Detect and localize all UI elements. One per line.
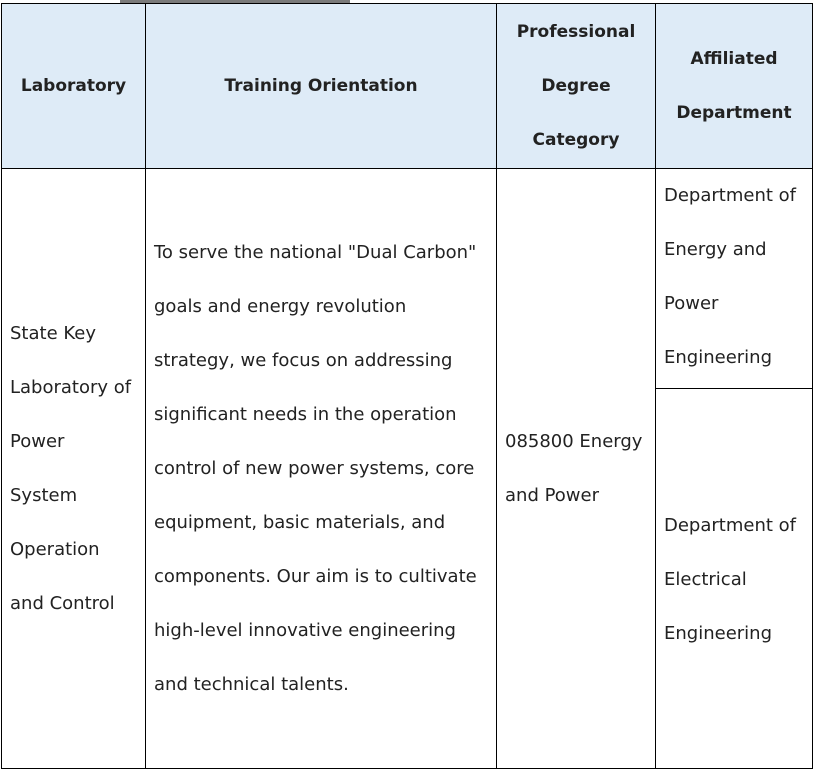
department-cell-electrical: Department of Electrical Engineering [656,389,813,769]
training-orientation-cell: To serve the national "Dual Carbon" goals and energy revolution strategy, we focus on addressing significant needs in the operation control of new power systems, core equipment, basic materials, and components. Our aim is to cultivate high-level innovative engineering and technical talents. [146,169,497,769]
header-laboratory: Laboratory [2,4,146,169]
table-row [2,169,813,389]
department-cell-energy-power: Department of Energy and Power Engineering [656,169,813,389]
header-row [2,4,813,169]
header-degree-category: Professional Degree Category [497,4,656,169]
header-training-orientation: Training Orientation [146,4,497,169]
laboratory-cell: State Key Laboratory of Power System Operation and Control [2,169,146,769]
header-affiliated-department: Affiliated Department [656,4,813,169]
degree-category-cell: 085800 Energy and Power [497,169,656,769]
laboratory-table [1,3,813,769]
